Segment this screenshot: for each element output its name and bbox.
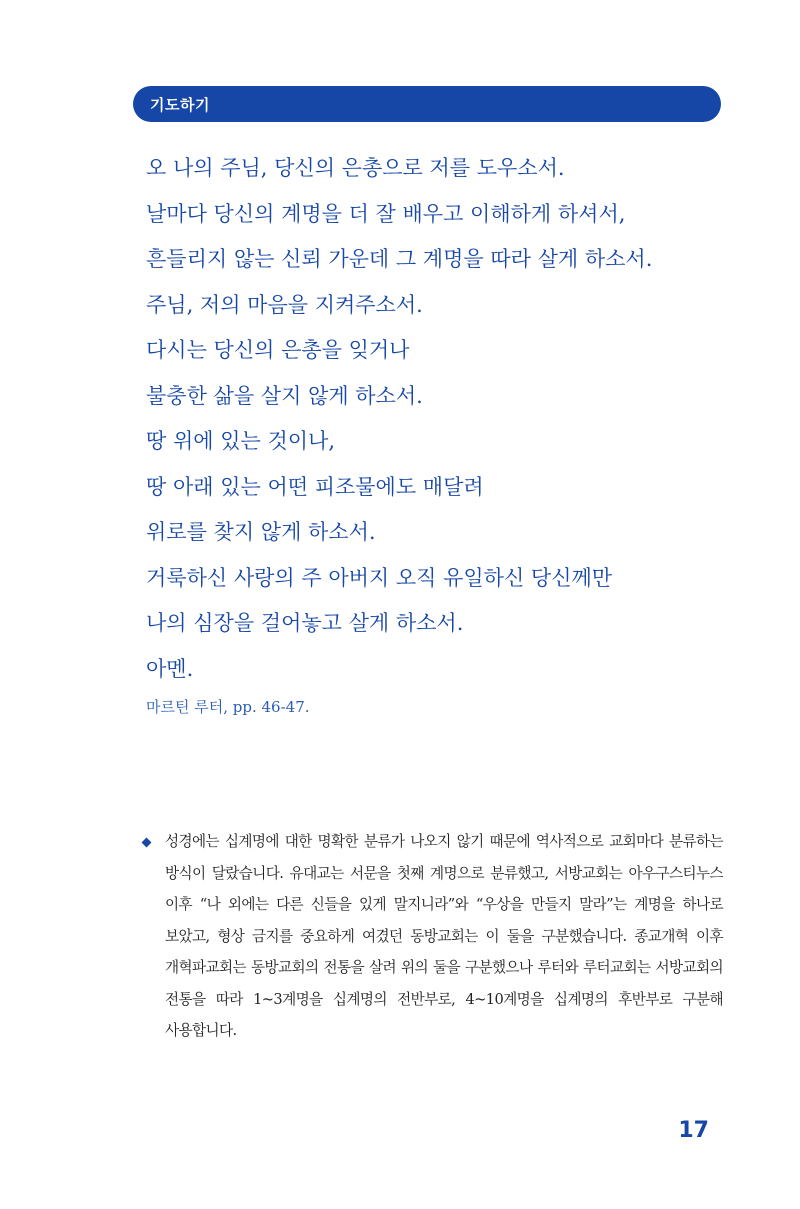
prayer-line: 거룩하신 사랑의 주 아버지 오직 유일하신 당신께만 bbox=[146, 565, 613, 590]
page-number: 17 bbox=[678, 1118, 709, 1143]
prayer-line: 위로를 찾지 않게 하소서. bbox=[146, 520, 376, 544]
prayer-line: 땅 위에 있는 것이나, bbox=[146, 429, 335, 453]
prayer-line: 땅 아래 있는 어떤 피조물에도 매달려 bbox=[146, 474, 484, 499]
section-header-bar bbox=[133, 86, 721, 122]
prayer-line: 다시는 당신의 은총을 잊거나 bbox=[146, 338, 410, 362]
diamond-bullet-icon bbox=[142, 838, 152, 848]
prayer-source: 마르틴 루터, pp. 46-47. bbox=[146, 698, 310, 716]
prayer-line: 주님, 저의 마음을 지켜주소서. bbox=[146, 292, 423, 317]
prayer-line: 아멘. bbox=[146, 656, 194, 681]
prayer-line: 불충한 삶을 살지 않게 하소서. bbox=[146, 383, 423, 408]
prayer-line: 나의 심장을 걸어놓고 살게 하소서. bbox=[146, 611, 464, 635]
footnote bbox=[143, 826, 723, 1047]
prayer-line: 흔들리지 않는 신뢰 가운데 그 계명을 따라 살게 하소서. bbox=[146, 247, 653, 271]
prayer-text bbox=[146, 146, 746, 692]
section-title: 기도하기 bbox=[150, 95, 210, 114]
prayer-line: 날마다 당신의 계명을 더 잘 배우고 이해하게 하셔서, bbox=[146, 201, 626, 226]
footnote-text: 성경에는 십계명에 대한 명확한 분류가 나오지 않기 때문에 역사적으로 교회마다 분류하는 방식이 달랐습니다. 유대교는 서문을 첫째 계명으로 분류했고, 서방교회는 아우구스티누스 이후 “나 외에는 다른 신들을 있게 말지니라”와 “우상을 만들지 말라”는 계명을 하나로 보았고, 형상 금지를 중요하게 여겼던 동방교회는 이 둘을 구분했습니다. 종교개혁 이후 개혁파교회는 동방교회의 전통을 살려 위의 둘을 구분했으나 루터와 루터교회는 서방교회의 전통을 따라 1~3계명을 십계명의 전반부로, 4~10계명을 십계명의 후반부로 구분해 사용합니다. bbox=[165, 833, 723, 1039]
prayer-line: 오 나의 주님, 당신의 은총으로 저를 도우소서. bbox=[146, 156, 565, 180]
